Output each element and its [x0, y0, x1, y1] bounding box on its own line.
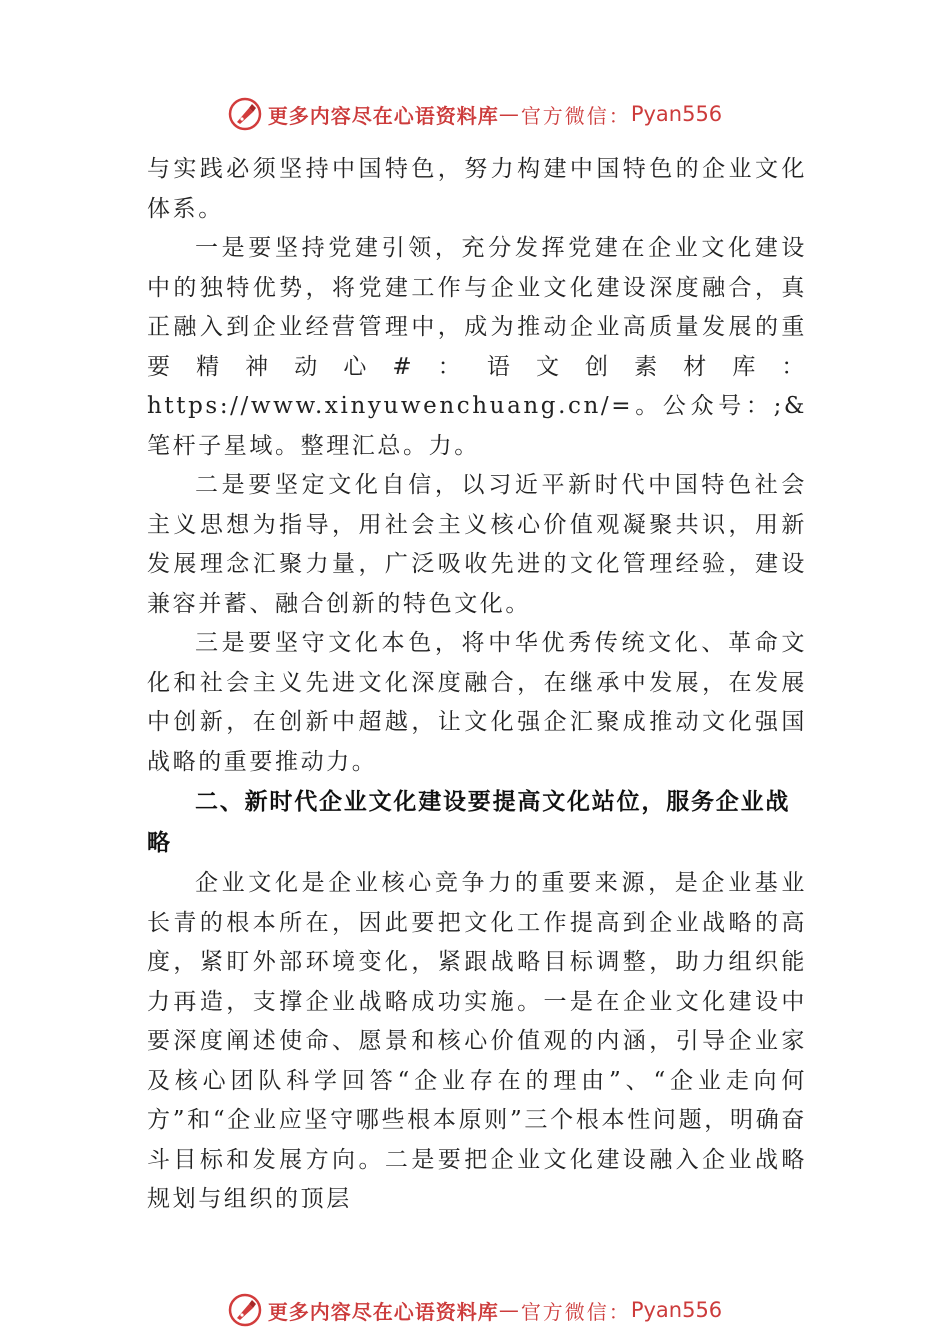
paragraph-point-two: 二是要坚定文化自信，以习近平新时代中国特色社会主义思想为指导，用社会主义核心价值观凝聚共识，用新发展理念汇聚力量，广泛吸收先进的文化管理经验，建设兼容并蓄、融合创新的特色文化。 [147, 472, 807, 617]
pen-nib-logo-icon [228, 1293, 262, 1327]
footer-banner [0, 1290, 950, 1330]
document-body [147, 150, 807, 1220]
banner-wechat-id: Pyan556 [630, 1298, 723, 1322]
paragraph-continuation: 与实践必须坚持中国特色，努力构建中国特色的企业文化体系。 [147, 156, 807, 222]
pen-nib-logo-icon [228, 97, 262, 131]
header-banner [0, 94, 950, 134]
banner-wechat-id: Pyan556 [630, 102, 723, 126]
banner-sub-text: 官方微信： [520, 1299, 631, 1324]
paragraph-point-three: 三是要坚守文化本色，将中华优秀传统文化、革命文化和社会主义先进文化深度融合，在继承中发展，在发展中创新，在创新中超越，让文化强企汇聚成推动文化强国战略的重要推动力。 [147, 630, 807, 775]
banner-dash: — [498, 102, 521, 126]
banner-dash: — [498, 1298, 521, 1322]
section-heading: 二、新时代企业文化建设要提高文化站位，服务企业战略 [147, 789, 791, 856]
banner-sub-text: 官方微信： [520, 103, 631, 128]
paragraph-section-body: 企业文化是企业核心竞争力的重要来源，是企业基业长青的根本所在，因此要把文化工作提高到企业战略的高度，紧盯外部环境变化，紧跟战略目标调整，助力组织能力再造，支撑企业战略成功实施。一是在企业文化建设中要深度阐述使命、愿景和核心价值观的内涵，引导企业家及核心团队科学回答“企业存在的理由”、“企业走向何方”和“企业应坚守哪些根本原则”三个根本性问题，明确奋斗目标和发展方向。二是要把企业文化建设融入企业战略规划与组织的顶层 [147, 870, 807, 1212]
paragraph-point-one: 一是要坚持党建引领，充分发挥党建在企业文化建设中的独特优势，将党建工作与企业文化建设深度融合，真正融入到企业经营管理中，成为推动企业高质量发展的重要精神动心#：语文创素材库：https://www.xinyuwenchuang.cn/=。公众号：;&笔杆子星域。整理汇总。力。 [147, 235, 807, 459]
banner-main-text: 更多内容尽在心语资料库 [267, 103, 499, 128]
banner-main-text: 更多内容尽在心语资料库 [267, 1299, 499, 1324]
